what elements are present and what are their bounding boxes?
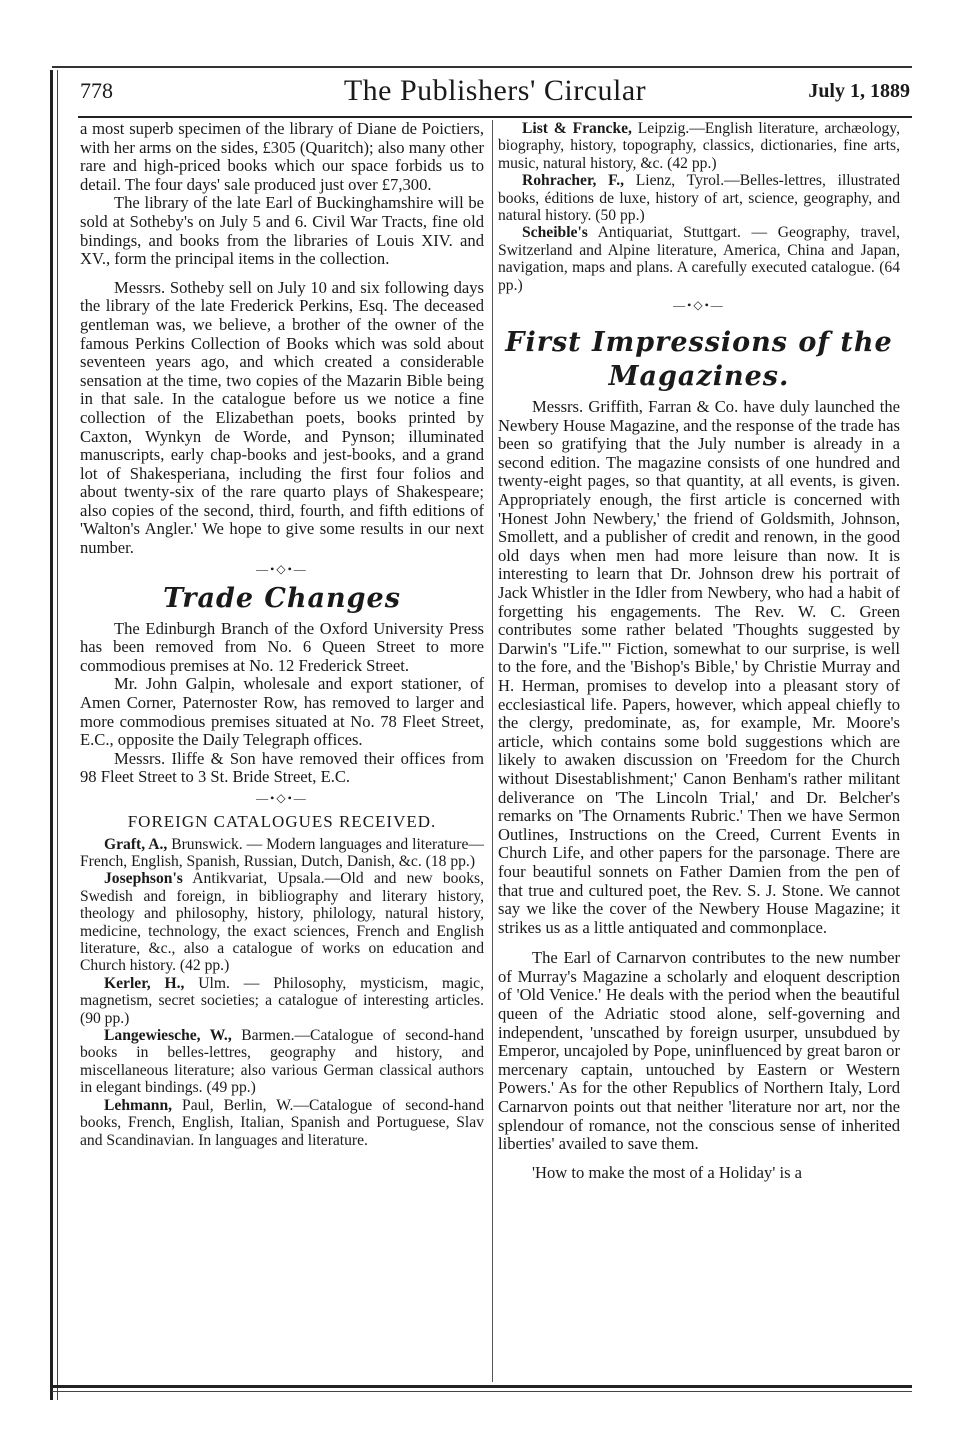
page-header (80, 74, 910, 112)
section-ornament: —•◇•— (673, 298, 725, 313)
bottom-border (52, 1385, 912, 1388)
paragraph: The Earl of Carnarvon contributes to the new number of Murray's Magazine a scholarly and eloquent description of 'Old Venice.' He deals with the period when the beautiful queen of the Adriatic stood alone, self-governing and independent, 'unscathed by foreign usurper, unsubdued by Emperor, uncajoled by Pope, uninfluenced by great baron or mercenary captain, untouched by Eastern or Western Powers.' As for the other Republics of Northern Italy, Lord Carnarvon points out that neither 'literature nor art, nor the splendour of romance, not the conscious sense of inherited liberties' availed to save them. (498, 948, 900, 1154)
journal-title: The Publishers' Circular (343, 74, 647, 107)
foreign-catalogues-heading: FOREIGN CATALOGUES RECEIVED. (127, 812, 437, 831)
catalogue-entry (80, 1097, 484, 1149)
catalogue-entry (80, 870, 484, 974)
catalogue-entry (498, 172, 900, 224)
right-column (498, 120, 900, 1182)
catalogue-text: Barmen.—Catalogue of second-hand books in belles-lettres, geography and history, and miscellaneous literature; also various German classical authors in elegant bindings. (49 pp.) (80, 1027, 484, 1097)
paragraph: Messrs. Sotheby sell on July 10 and six following days the library of the late Frederick Perkins, Esq. The deceased gentleman was, we believe, a brother of the owner of the famous Perkins Collection of Books which was sold about seventeen years ago, and which created a considerable sensation at the time, two copies of the Mazarin Bible being in that sale. In the catalogue before us we notice a fine collection of the Elizabethan poets, books printed by Caxton, Wynkyn de Worde, and Pynson; illuminated manuscripts, early chap-books and jest-books, and a grand lot of Shakesperiana, including the first four folios and about twenty-six of the rare quarto plays of Shakespeare; also copies of the second, third, fourth, and fifth editions of 'Walton's Angler.' We hope to give some results in our next number. (80, 277, 484, 558)
catalogue-text: Lienz, Tyrol.—Belles-lettres, illustrated books, éditions de luxe, history of art, science, geography, and natural history. (50 pp.) (498, 172, 900, 225)
catalogue-entry (80, 836, 484, 871)
top-border (52, 66, 912, 68)
section-ornament: —•◇•— (256, 791, 308, 805)
catalogue-text: Brunswick. — Modern languages and literature—French, English, Spanish, Russian, Dutch, Danish, &c. (18 pp.) (80, 835, 484, 870)
catalogue-entry (498, 120, 900, 172)
paragraph: The Edinburgh Branch of the Oxford University Press has been removed from No. 6 Queen Street to more commodious premises at No. 12 Frederick Street. (80, 618, 484, 675)
catalogue-name: Graft, A., (104, 835, 168, 853)
trade-changes-heading: Trade Changes (163, 582, 401, 614)
paragraph: a most superb specimen of the library of Diane de Poictiers, with her arms on the sides, £305 (Quaritch); also many other rare and high-priced books which our space forbids us to detail. The four days' sale produced just over £7,300. (80, 119, 484, 194)
page-number: 778 (80, 78, 113, 103)
paragraph: The library of the late Earl of Buckinghamshire will be sold at Sotheby's on July 5 and 6. Civil War Tracts, fine old bindings, and books from the libraries of Louis XIV. and XV., form the principal items in the collection. (80, 193, 484, 269)
magazines-heading (498, 326, 900, 394)
catalogue-name: Langewiesche, W., (104, 1027, 232, 1045)
catalogue-name: Lehmann, (104, 1096, 173, 1114)
left-column (80, 120, 484, 1149)
catalogue-entry (498, 224, 900, 294)
paragraph: Mr. John Galpin, wholesale and export stationer, of Amen Corner, Paternoster Row, has removed to larger and more commodious premises situated at No. 78 Fleet Street, E.C., opposite the Daily Telegraph offices. (80, 674, 484, 750)
catalogue-text: Ulm. — Philosophy, mysticism, magic, magnetism, secret societies; a catalogue of interesting articles. (90 pp.) (80, 974, 484, 1027)
catalogue-name: List & Francke, (522, 120, 632, 137)
paragraph: 'How to make the most of a Holiday' is a (532, 1162, 803, 1182)
catalogue-text: Paul, Berlin, W.—Catalogue of second-hand books, French, English, Italian, Spanish and Portuguese, Slav and Scandinavian. In languages and literature. (80, 1096, 484, 1149)
issue-date: July 1, 1889 (808, 80, 910, 102)
catalogue-text: Antiquariat, Stuttgart. — Geography, travel, Switzerland and Alpine literature, America, China and Japan, navigation, maps and plans. A carefully executed catalogue. (64 pp.) (498, 224, 900, 294)
catalogue-text: Antikvariat, Upsala.—Old and new books, Swedish and foreign, in bibliography and literary history, theology and philosophy, history, philology, natural history, medicine, technology, the exact sciences, French and English literature, &c., also a catalogue of works on education and Church history. (42 pp.) (80, 870, 484, 975)
page-binding-edge (50, 70, 53, 1400)
catalogue-name: Josephson's (104, 870, 183, 888)
bottom-border-inner (52, 1391, 912, 1392)
catalogue-name: Scheible's (522, 224, 588, 242)
column-divider (492, 120, 493, 1382)
catalogue-entry (80, 975, 484, 1027)
paragraph: Messrs. Griffith, Farran & Co. have duly launched the Newbery House Magazine, and the response of the trade has been so gratifying that the July number is already in a second edition. The magazine consists of one hundred and twenty-eight pages, so that quantity, at all events, is given. Appropriately enough, the first article is concerned with 'Honest John Newbery,' the friend of Goldsmith, Johnson, Smollett, and a publisher of credit and renown, in the good old days when men had more leisure than now. It is interesting to learn that Dr. Johnson drew his portrait of Jack Whistler in the Idler from Newbery, who had a habit of forgetting his engagements. The Rev. W. C. Green contributes some rather belated 'Thoughts suggested by Darwin's "Life."' Fiction, somewhat to our surprise, is well to the fore, and the 'Bishop's Bible,' by Christie Murray and H. Herman, promises to develop into a pleasant story of ecclesiastical life. Papers, however, which appeal chiefly to the clergy, predominate, as, for example, Mr. Moore's article, which contains some bold suggestions which are likely to awaken discussion on 'Freedom for the Church without Disestablishment;' Canon Benham's rather militant deliverance on 'The Lincoln Trial,' and Dr. Belcher's remarks on 'The Ornaments Rubric.' Then we have Sermon Outlines, Instructions on the Creed, Current Events in Church Life, and other papers for the parsonage. There are four beautiful sonnets on Father Damien from the pen of that true and cultured poet, the Rev. S. J. Stone. We cannot say we like the cover of the Newbery House Magazine; it strikes us as a little antiquated and commonplace. (498, 397, 900, 937)
paragraph: Messrs. Iliffe & Son have removed their offices from 98 Fleet Street to 3 St. Bride Street, E.C. (80, 748, 484, 787)
magazines-heading-line2: Magazines. (608, 361, 790, 393)
catalogue-name: Kerler, H., (104, 974, 185, 992)
section-ornament: —•◇•— (256, 561, 308, 576)
header-rule (78, 116, 912, 118)
magazines-heading-line1: First Impressions of the (505, 327, 893, 359)
page-binding-edge-inner (57, 70, 58, 1400)
catalogue-entry (80, 1027, 484, 1097)
catalogue-name: Rohracher, F., (522, 172, 625, 190)
catalogue-text: Leipzig.—English literature, archæology, biography, history, topography, classics, dictionaries, fine arts, music, natural history, &c. (42 pp.) (498, 120, 900, 172)
